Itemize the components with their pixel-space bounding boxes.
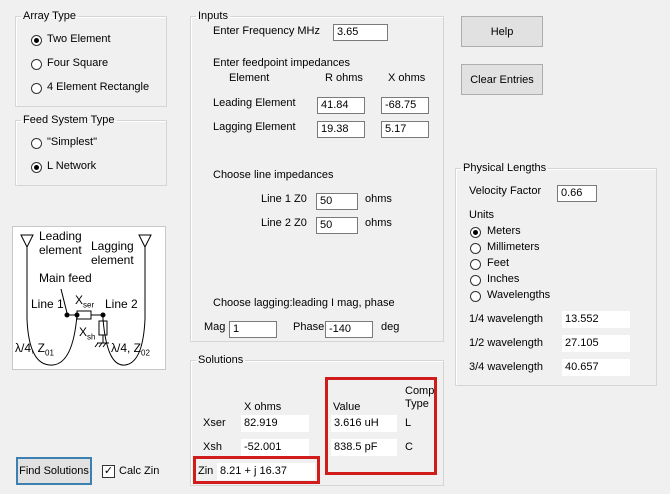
array-type-legend: Array Type bbox=[23, 10, 76, 22]
diagram-main-feed-label: Main feed bbox=[39, 271, 92, 285]
radio-simplest-label[interactable]: "Simplest" bbox=[47, 136, 97, 148]
diagram-line1-label: Line 1 bbox=[31, 297, 64, 311]
lagging-r-input[interactable]: 19.38 bbox=[317, 121, 365, 138]
zin-highlight-box bbox=[193, 456, 320, 484]
velocity-factor-input[interactable]: 0.66 bbox=[557, 185, 597, 202]
zin-label: Zin bbox=[198, 465, 214, 477]
feed-system-legend: Feed System Type bbox=[23, 114, 115, 126]
radio-4-element-rectangle[interactable] bbox=[31, 83, 42, 94]
xser-label: Xser bbox=[203, 417, 226, 429]
solutions-x-header: X ohms bbox=[244, 401, 282, 413]
radio-inches-label[interactable]: Inches bbox=[487, 273, 520, 285]
xsh-type: C bbox=[405, 441, 413, 453]
quarter-wavelength-label: 1/4 wavelength bbox=[469, 313, 543, 325]
feedpoint-label: Enter feedpoint impedances bbox=[213, 57, 350, 69]
line2-z0-label: Line 2 Z0 bbox=[261, 217, 307, 229]
radio-two-element-label[interactable]: Two Element bbox=[47, 33, 111, 45]
leading-element-label: Leading Element bbox=[213, 97, 296, 109]
line1-z0-input[interactable]: 50 bbox=[316, 193, 358, 210]
diagram-xser-label: $X_{ser}$ bbox=[75, 293, 95, 310]
feed-system-group bbox=[15, 114, 167, 186]
mag-label: Mag bbox=[204, 321, 226, 333]
diagram-lagging-label-2: element bbox=[91, 253, 134, 267]
line2-ohms-label: ohms bbox=[365, 217, 392, 229]
find-solutions-button[interactable]: Find Solutions bbox=[16, 457, 92, 485]
leading-x-input[interactable]: -68.75 bbox=[381, 97, 429, 114]
three-quarter-wavelength-label: 3/4 wavelength bbox=[469, 361, 543, 373]
diagram-lambda2-label: λ/4, $Z_{02}$ bbox=[111, 341, 150, 358]
half-wavelength-value: 27.105 bbox=[562, 335, 630, 352]
line1-ohms-label: ohms bbox=[365, 193, 392, 205]
radio-two-element[interactable] bbox=[31, 35, 42, 46]
col-element-header: Element bbox=[229, 72, 270, 84]
solutions-value-header: Value bbox=[333, 401, 361, 413]
array-diagram bbox=[12, 226, 166, 370]
col-x-header: X ohms bbox=[388, 72, 426, 84]
radio-feet[interactable] bbox=[470, 259, 481, 270]
clear-entries-button[interactable]: Clear Entries bbox=[461, 64, 543, 95]
solutions-legend: Solutions bbox=[198, 354, 244, 366]
quarter-wavelength-value: 13.552 bbox=[562, 311, 630, 328]
diagram-xsh-label: $X_{sh}$ bbox=[79, 325, 96, 342]
leading-r-input[interactable]: 41.84 bbox=[317, 97, 365, 114]
solutions-comp-header: Comp bbox=[405, 385, 435, 397]
units-label: Units bbox=[469, 209, 495, 221]
diagram-leading-label: Leading bbox=[39, 229, 82, 243]
solutions-type-header: Type bbox=[405, 398, 429, 410]
calc-zin-label[interactable]: Calc Zin bbox=[119, 465, 160, 477]
diagram-lagging-label: Lagging bbox=[91, 239, 134, 253]
xser-x-value: 82.919 bbox=[241, 415, 309, 432]
line1-z0-label: Line 1 Z0 bbox=[261, 193, 307, 205]
radio-meters[interactable] bbox=[470, 227, 481, 238]
radio-wavelengths-label[interactable]: Wavelengths bbox=[487, 289, 551, 301]
xser-type: L bbox=[405, 417, 412, 429]
radio-four-square[interactable] bbox=[31, 59, 42, 70]
half-wavelength-label: 1/2 wavelength bbox=[469, 337, 543, 349]
phase-input[interactable]: -140 bbox=[325, 321, 373, 338]
radio-l-network-label[interactable]: L Network bbox=[47, 160, 97, 172]
radio-feet-label[interactable]: Feet bbox=[487, 257, 510, 269]
frequency-label: Enter Frequency MHz bbox=[213, 25, 320, 37]
inputs-legend: Inputs bbox=[198, 10, 228, 22]
diagram-leading-label-2: element bbox=[39, 243, 82, 257]
radio-inches[interactable] bbox=[470, 275, 481, 286]
value-type-highlight-box bbox=[325, 377, 437, 475]
deg-label: deg bbox=[381, 321, 400, 333]
lagging-x-input[interactable]: 5.17 bbox=[381, 121, 429, 138]
help-button[interactable]: Help bbox=[461, 16, 543, 47]
xsh-label: Xsh bbox=[203, 441, 222, 453]
calc-zin-checkbox[interactable]: ✓ bbox=[103, 465, 114, 477]
radio-wavelengths[interactable] bbox=[470, 291, 481, 302]
frequency-input[interactable]: 3.65 bbox=[333, 24, 388, 41]
line-impedances-label: Choose line impedances bbox=[213, 169, 334, 181]
radio-four-square-label[interactable]: Four Square bbox=[47, 57, 109, 69]
radio-simplest[interactable] bbox=[31, 138, 42, 149]
lagging-mag-phase-label: Choose lagging:leading I mag, phase bbox=[213, 297, 395, 309]
diagram-line2-label: Line 2 bbox=[105, 297, 138, 311]
line2-z0-input[interactable]: 50 bbox=[316, 217, 358, 234]
three-quarter-wavelength-value: 40.657 bbox=[562, 359, 630, 376]
lagging-element-label: Lagging Element bbox=[213, 121, 296, 133]
radio-4-element-rectangle-label[interactable]: 4 Element Rectangle bbox=[47, 81, 150, 93]
mag-input[interactable]: 1 bbox=[229, 321, 277, 338]
phase-label: Phase bbox=[293, 321, 325, 333]
radio-meters-label[interactable]: Meters bbox=[487, 225, 521, 237]
xser-value: 3.616 uH bbox=[331, 415, 397, 432]
xsh-x-value: -52.001 bbox=[241, 439, 309, 456]
xsh-value: 838.5 pF bbox=[331, 439, 397, 456]
radio-millimeters[interactable] bbox=[470, 243, 481, 254]
diagram-lambda1-label: λ/4, $Z_{01}$ bbox=[15, 341, 54, 358]
physical-lengths-legend: Physical Lengths bbox=[463, 162, 547, 174]
radio-millimeters-label[interactable]: Millimeters bbox=[487, 241, 540, 253]
velocity-factor-label: Velocity Factor bbox=[469, 185, 542, 197]
zin-value: 8.21 + j 16.37 bbox=[217, 463, 315, 480]
col-r-header: R ohms bbox=[325, 72, 363, 84]
radio-l-network[interactable] bbox=[31, 162, 42, 173]
